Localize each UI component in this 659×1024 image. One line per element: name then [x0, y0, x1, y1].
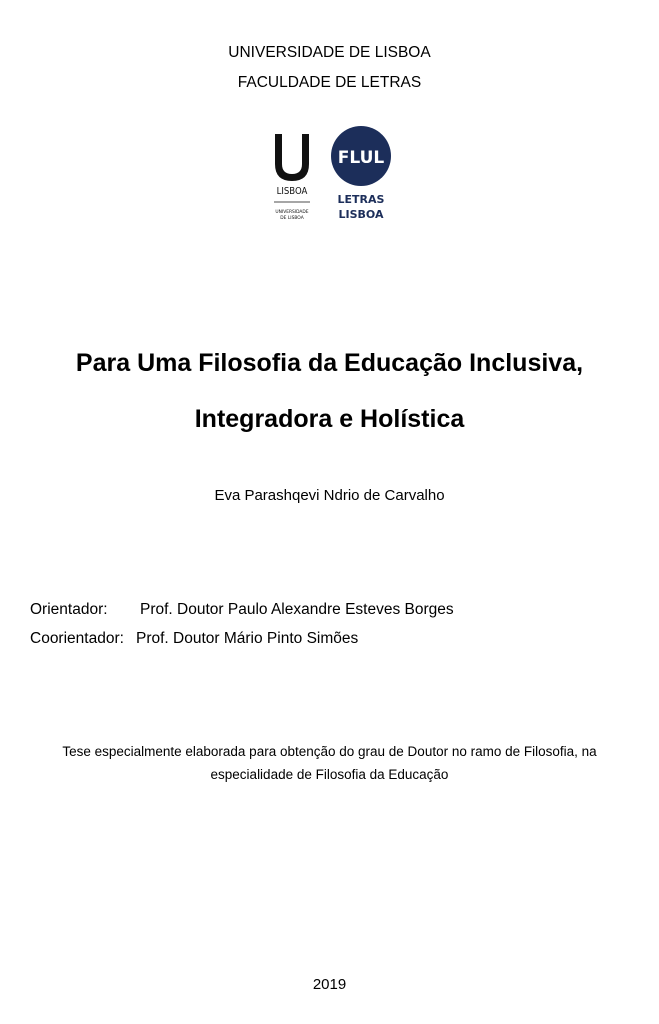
orientador-row — [30, 600, 454, 620]
coorientador-row — [30, 629, 359, 649]
faculty-name: FACULDADE DE LETRAS — [237, 74, 422, 91]
logo-group — [272, 126, 402, 226]
university-name: UNIVERSIDADE DE LISBOA — [228, 44, 431, 61]
thesis-title-line-1: Para Uma Filosofia da Educação Inclusiva, — [75, 349, 584, 377]
thesis-title-line-2: Integradora e Holística — [194, 405, 465, 433]
flul-line-1: LETRAS — [337, 193, 385, 206]
thesis-statement-line-2: especialidade de Filosofia da Educação — [210, 767, 449, 782]
u-lisboa-logo — [272, 126, 402, 226]
orientador-name: Prof. Doutor Paulo Alexandre Esteves Borges — [140, 601, 454, 618]
author-name: Eva Parashqevi Ndrio de Carvalho — [214, 487, 445, 504]
coorientador-label: Coorientador: — [30, 630, 124, 647]
flul-logo — [331, 126, 391, 221]
year: 2019 — [312, 976, 347, 993]
thesis-statement-line-1: Tese especialmente elaborada para obtenção do grau de Doutor no ramo de Filosofia, na — [62, 744, 597, 759]
orientador-label: Orientador: — [30, 601, 108, 618]
coorientador-name: Prof. Doutor Mário Pinto Simões — [136, 630, 359, 647]
ulisboa-sub-text-2: DE LISBOA — [280, 216, 304, 221]
ulisboa-main-text: LISBOA — [276, 186, 308, 197]
flul-badge-text: FLUL — [337, 148, 385, 168]
flul-line-2: LISBOA — [338, 208, 384, 221]
ulisboa-sub-text-1: UNIVERSIDADE — [275, 210, 309, 215]
